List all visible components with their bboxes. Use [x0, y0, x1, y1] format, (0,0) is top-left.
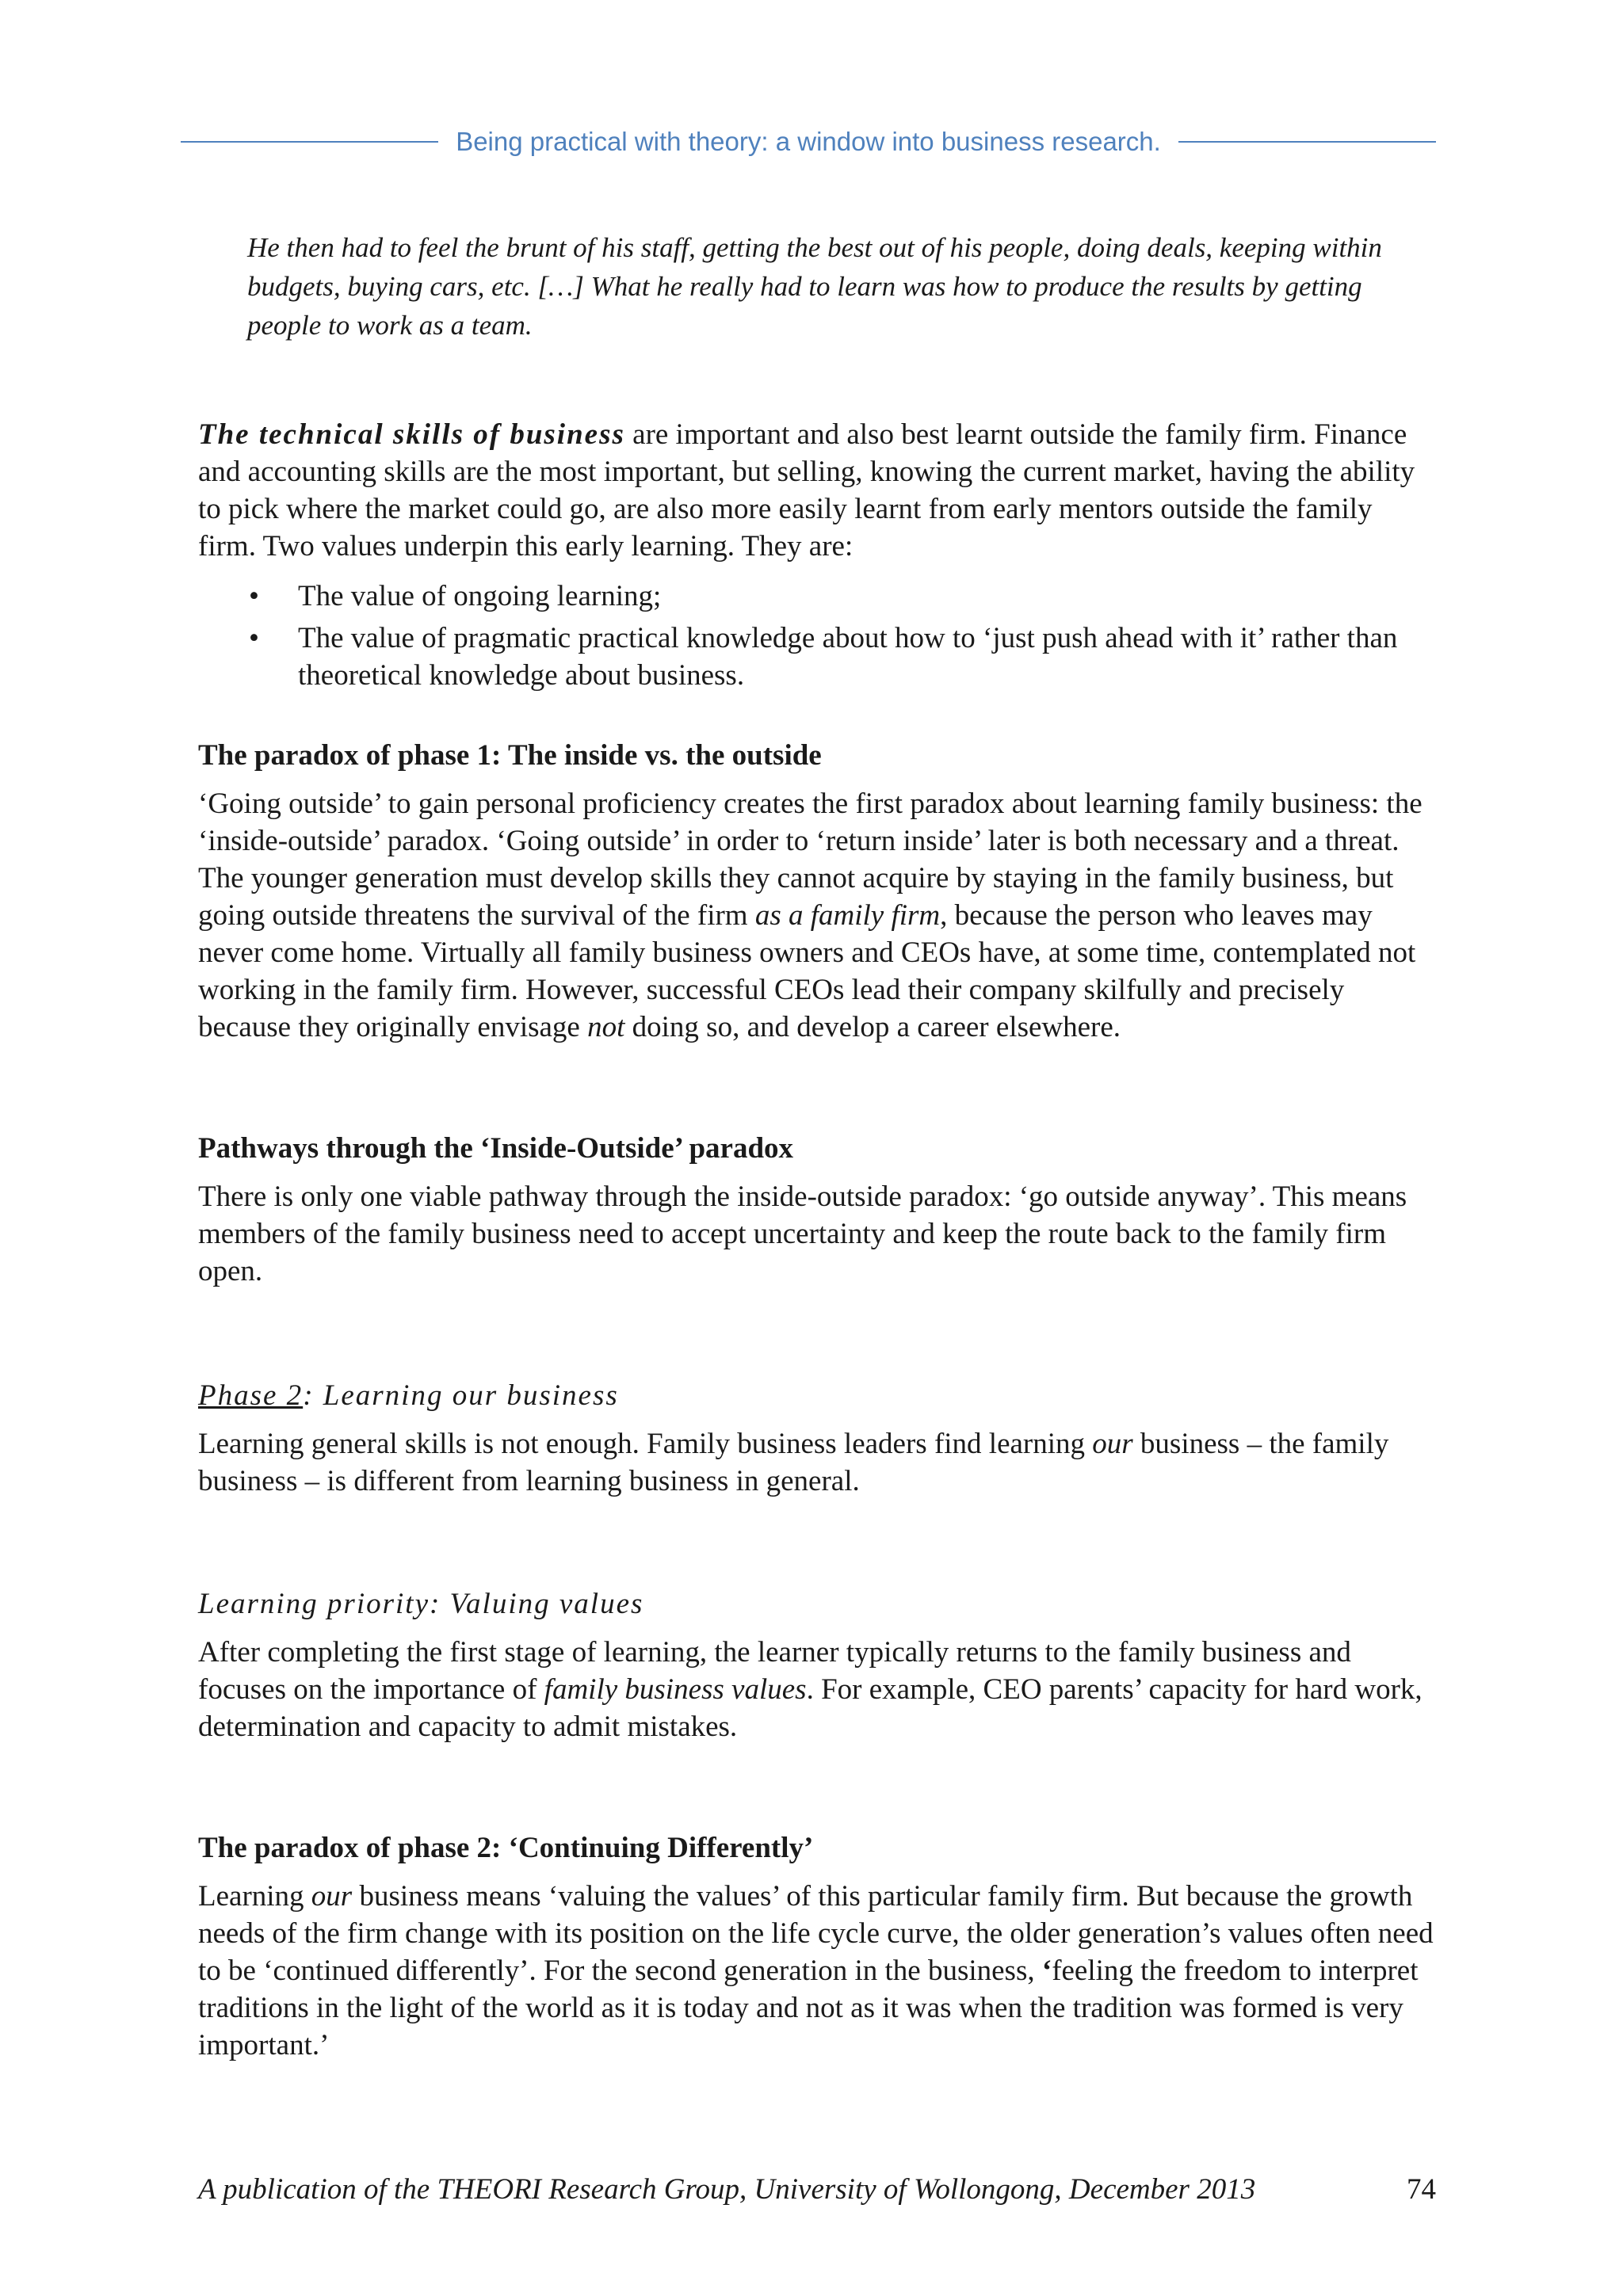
- list-item: • The value of ongoing learning;: [298, 578, 1436, 615]
- text-run: business – the family business – is different from learning business in general.: [198, 1428, 1389, 1497]
- text-run: ‘Going outside’ to gain personal proficiency creates the first paradox about learning family business: the ‘inside-outside’ paradox. ‘Going outside’ in order to ‘return inside’ later is both necessary and a threat. The younger generation must develop skills they cannot acquire by staying in the family business, but going outside threatens the survival of the firm: [198, 788, 1423, 932]
- header-rule-right: [1178, 141, 1436, 143]
- page-footer: [198, 2171, 1436, 2208]
- emphasis: our: [1092, 1428, 1133, 1460]
- footer-publication: A publication of the THEORI Research Group, University of Wollongong, December 2013: [198, 2173, 1256, 2206]
- emphasis: family business values: [544, 1673, 807, 1706]
- list-item: • The value of pragmatic practical knowledge about how to ‘just push ahead with it’ rather than theoretical knowledge about business.: [298, 620, 1436, 694]
- technical-skills-paragraph: [198, 416, 1436, 565]
- paradox-2-paragraph: [198, 1878, 1436, 2064]
- emphasis: not: [587, 1011, 625, 1043]
- phase-2-label: Phase 2: [198, 1379, 304, 1412]
- technical-skills-text: are important and also best learnt outside the family firm. Finance and accounting skills are the most important, but selling, knowing the current market, having the ability to pick where the market could go, are also more easily learnt from early mentors outside the family firm. Two values underpin this early learning. They are:: [198, 418, 1415, 563]
- page-number: 74: [1407, 2173, 1436, 2206]
- section-heading-pathways: Pathways through the ‘Inside-Outside’ paradox: [198, 1132, 794, 1165]
- text-run: After completing the first stage of learning, the learner typically returns to the family business and focuses on the importance of: [198, 1636, 1351, 1706]
- emphasis: as a family firm: [754, 899, 941, 932]
- values-list: [198, 578, 1436, 694]
- text-run: business means ‘valuing the values’ of this particular family firm. But because the growth needs of the firm change with its position on the life cycle curve, the older generation’s values often need to be ‘continued differently’. For the second generation in the business,: [198, 1880, 1434, 1987]
- section-heading-learning-priority: Learning priority: Valuing values: [198, 1588, 644, 1620]
- text-run: doing so, and develop a career elsewhere.: [624, 1011, 1121, 1043]
- bold-quote-mark: ‘: [1041, 1955, 1052, 1987]
- header-title: Being practical with theory: a window into business research.: [456, 127, 1161, 156]
- phase-2-title: : Learning our business: [303, 1379, 619, 1412]
- page-body: [198, 228, 1436, 2064]
- running-header: [181, 127, 1436, 157]
- text-run: . For example, CEO parents’ capacity for hard work, determination and capacity to admit mistakes.: [198, 1673, 1423, 1743]
- pathways-paragraph: There is only one viable pathway through the inside-outside paradox: ‘go outside anyway’. This means members of the family business need to accept uncertainty and keep the route back to the family firm open.: [198, 1180, 1407, 1287]
- text-run: Learning: [198, 1880, 311, 1913]
- block-quote: He then had to feel the brunt of his staff, getting the best out of his people, doing deals, keeping within budgets, buying cars, etc. […] What he really had to learn was how to produce the results by getting people to work as a team.: [247, 232, 1382, 341]
- phase-2-paragraph: [198, 1425, 1436, 1500]
- section-heading-paradox-1: The paradox of phase 1: The inside vs. the outside: [198, 739, 822, 772]
- paradox-1-paragraph: [198, 785, 1436, 1046]
- emphasis: our: [311, 1880, 353, 1913]
- section-heading-paradox-2: The paradox of phase 2: ‘Continuing Differently’: [198, 1832, 814, 1864]
- header-rule-left: [181, 141, 438, 143]
- technical-skills-lead: The technical skills of business: [198, 418, 625, 451]
- text-run: feeling the freedom to interpret traditions in the light of the world as it is today and not as it was when the tradition was formed is very important.’: [198, 1955, 1419, 2061]
- learning-priority-paragraph: [198, 1634, 1436, 1745]
- text-run: , because the person who leaves may never come home. Virtually all family business owners and CEOs have, at some time, contemplated not working in the family firm. However, successful CEOs lead their company skilfully and precisely because they originally envisage: [198, 899, 1416, 1043]
- text-run: Learning general skills is not enough. Family business leaders find learning: [198, 1428, 1093, 1460]
- section-heading-phase-2: [198, 1377, 1436, 1414]
